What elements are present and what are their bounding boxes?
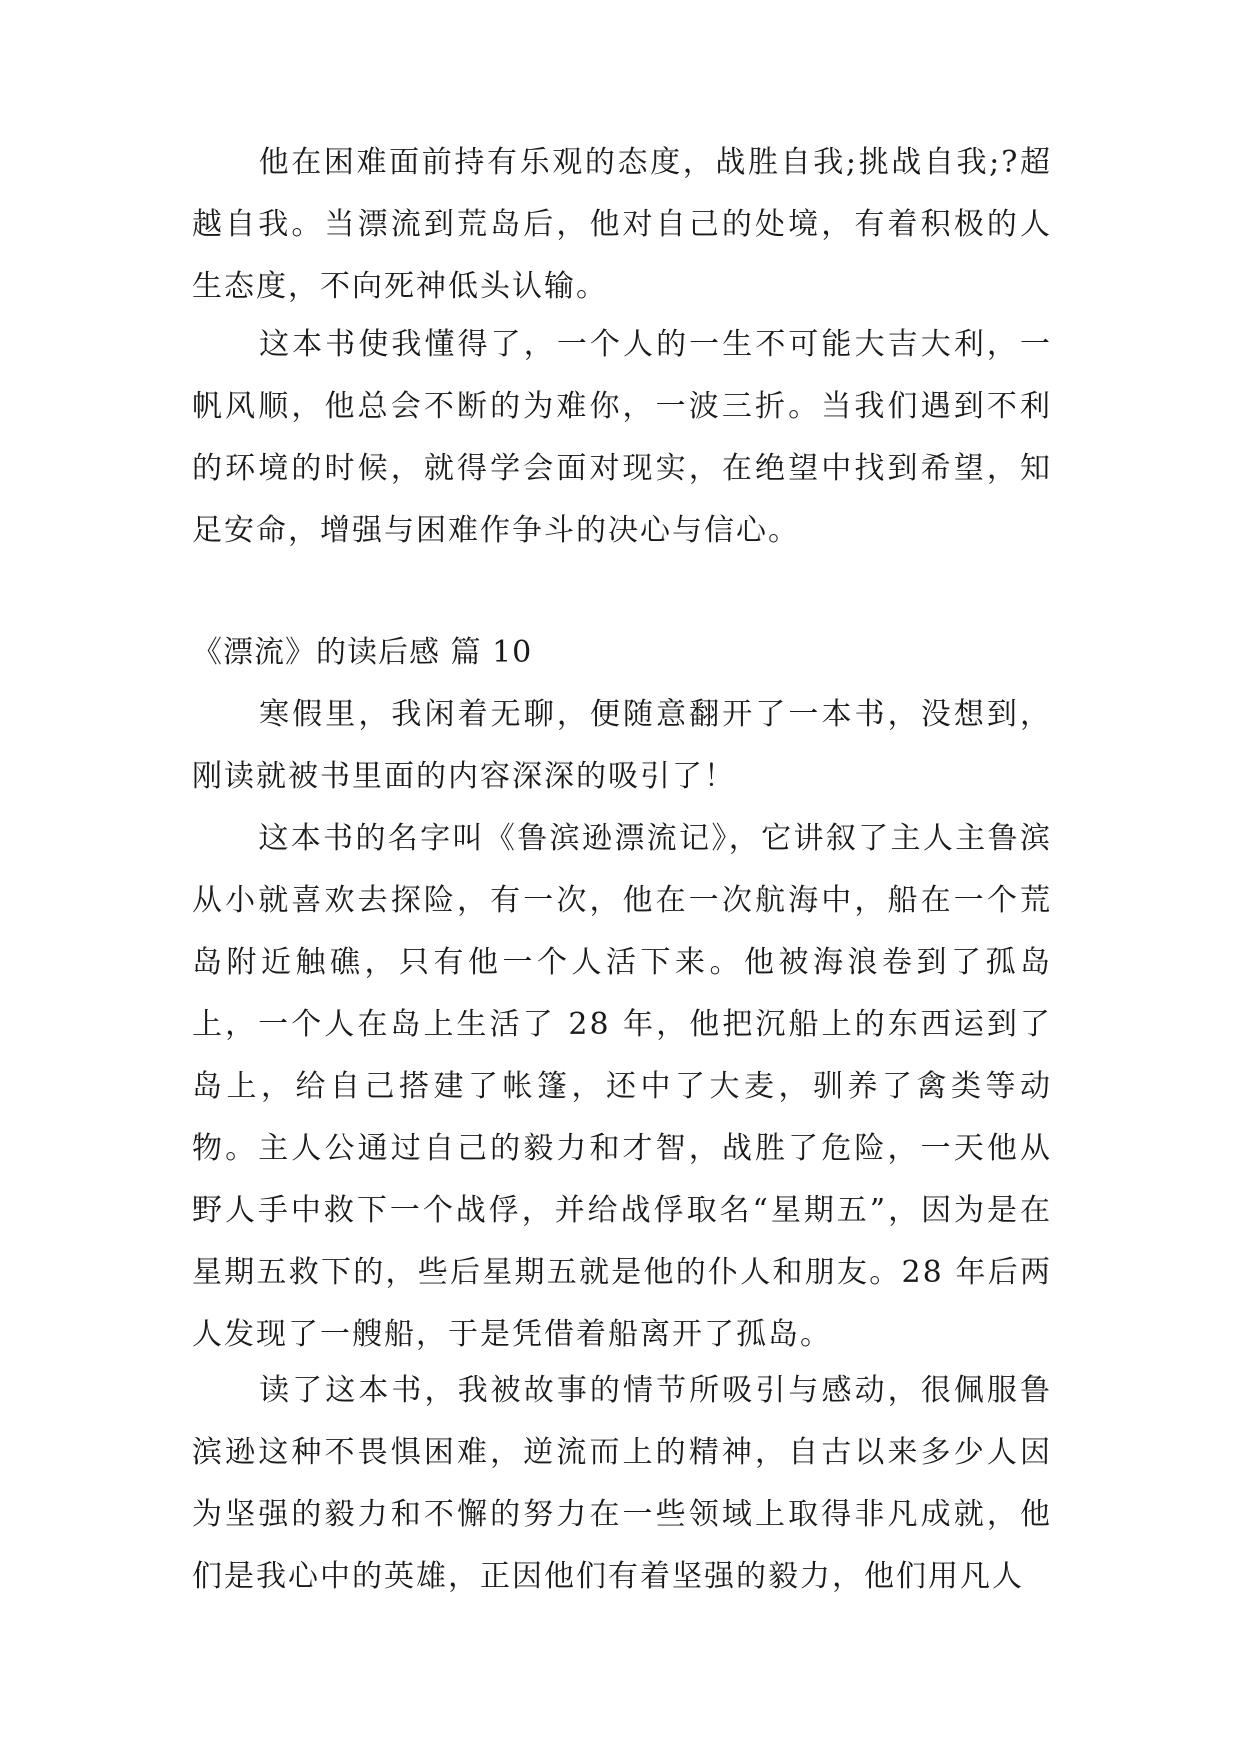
paragraph-text: 寒假里，我闲着无聊，便随意翻开了一本书，没想到，刚读就被书里面的内容深深的吸引了！	[192, 697, 1052, 794]
paragraph-text: 他在困难面前持有乐观的态度，战胜自我;挑战自我;?超越自我。当漂流到荒岛后，他对自己的处境，有着积极的人生态度，不向死神低头认输。	[192, 145, 1052, 304]
paragraph-book-summary	[192, 808, 1052, 1366]
paragraph-winter-break	[192, 684, 1052, 808]
paragraph-optimism	[192, 132, 1052, 318]
paragraph-reflection	[192, 1360, 1052, 1608]
paragraph-text: 这本书的名字叫《鲁滨逊漂流记》，它讲叙了主人主鲁滨从小就喜欢去探险，有一次，他在一次航海中，船在一个荒岛附近触礁，只有他一个人活下来。他被海浪卷到了孤岛上，一个人在岛上生活了 28 年，他把沉船上的东西运到了岛上，给自己搭建了帐篷，还中了大麦，驯养了禽类等动物。主人公通过自己的毅力和才智，战胜了危险，一天他从野人手中救下一个战俘，并给战俘取名“星期五”，因为是在星期五救下的，些后星期五就是他的仆人和朋友。28 年后两人发现了一艘船，于是凭借着船离开了孤岛。	[192, 821, 1052, 1352]
paragraph-lesson	[192, 314, 1052, 562]
section-title: 《漂流》的读后感 篇 10	[192, 635, 533, 670]
paragraph-text: 读了这本书，我被故事的情节所吸引与感动，很佩服鲁滨逊这种不畏惧困难，逆流而上的精神，自古以来多少人因为坚强的毅力和不懈的努力在一些领域上取得非凡成就，他们是我心中的英雄，正因他们有着坚强的毅力，他们用凡人	[192, 1373, 1052, 1594]
paragraph-text: 这本书使我懂得了，一个人的一生不可能大吉大利，一帆风顺，他总会不断的为难你，一波三折。当我们遇到不利的环境的时候，就得学会面对现实，在绝望中找到希望，知足安命，增强与困难作争斗的决心与信心。	[192, 327, 1052, 548]
